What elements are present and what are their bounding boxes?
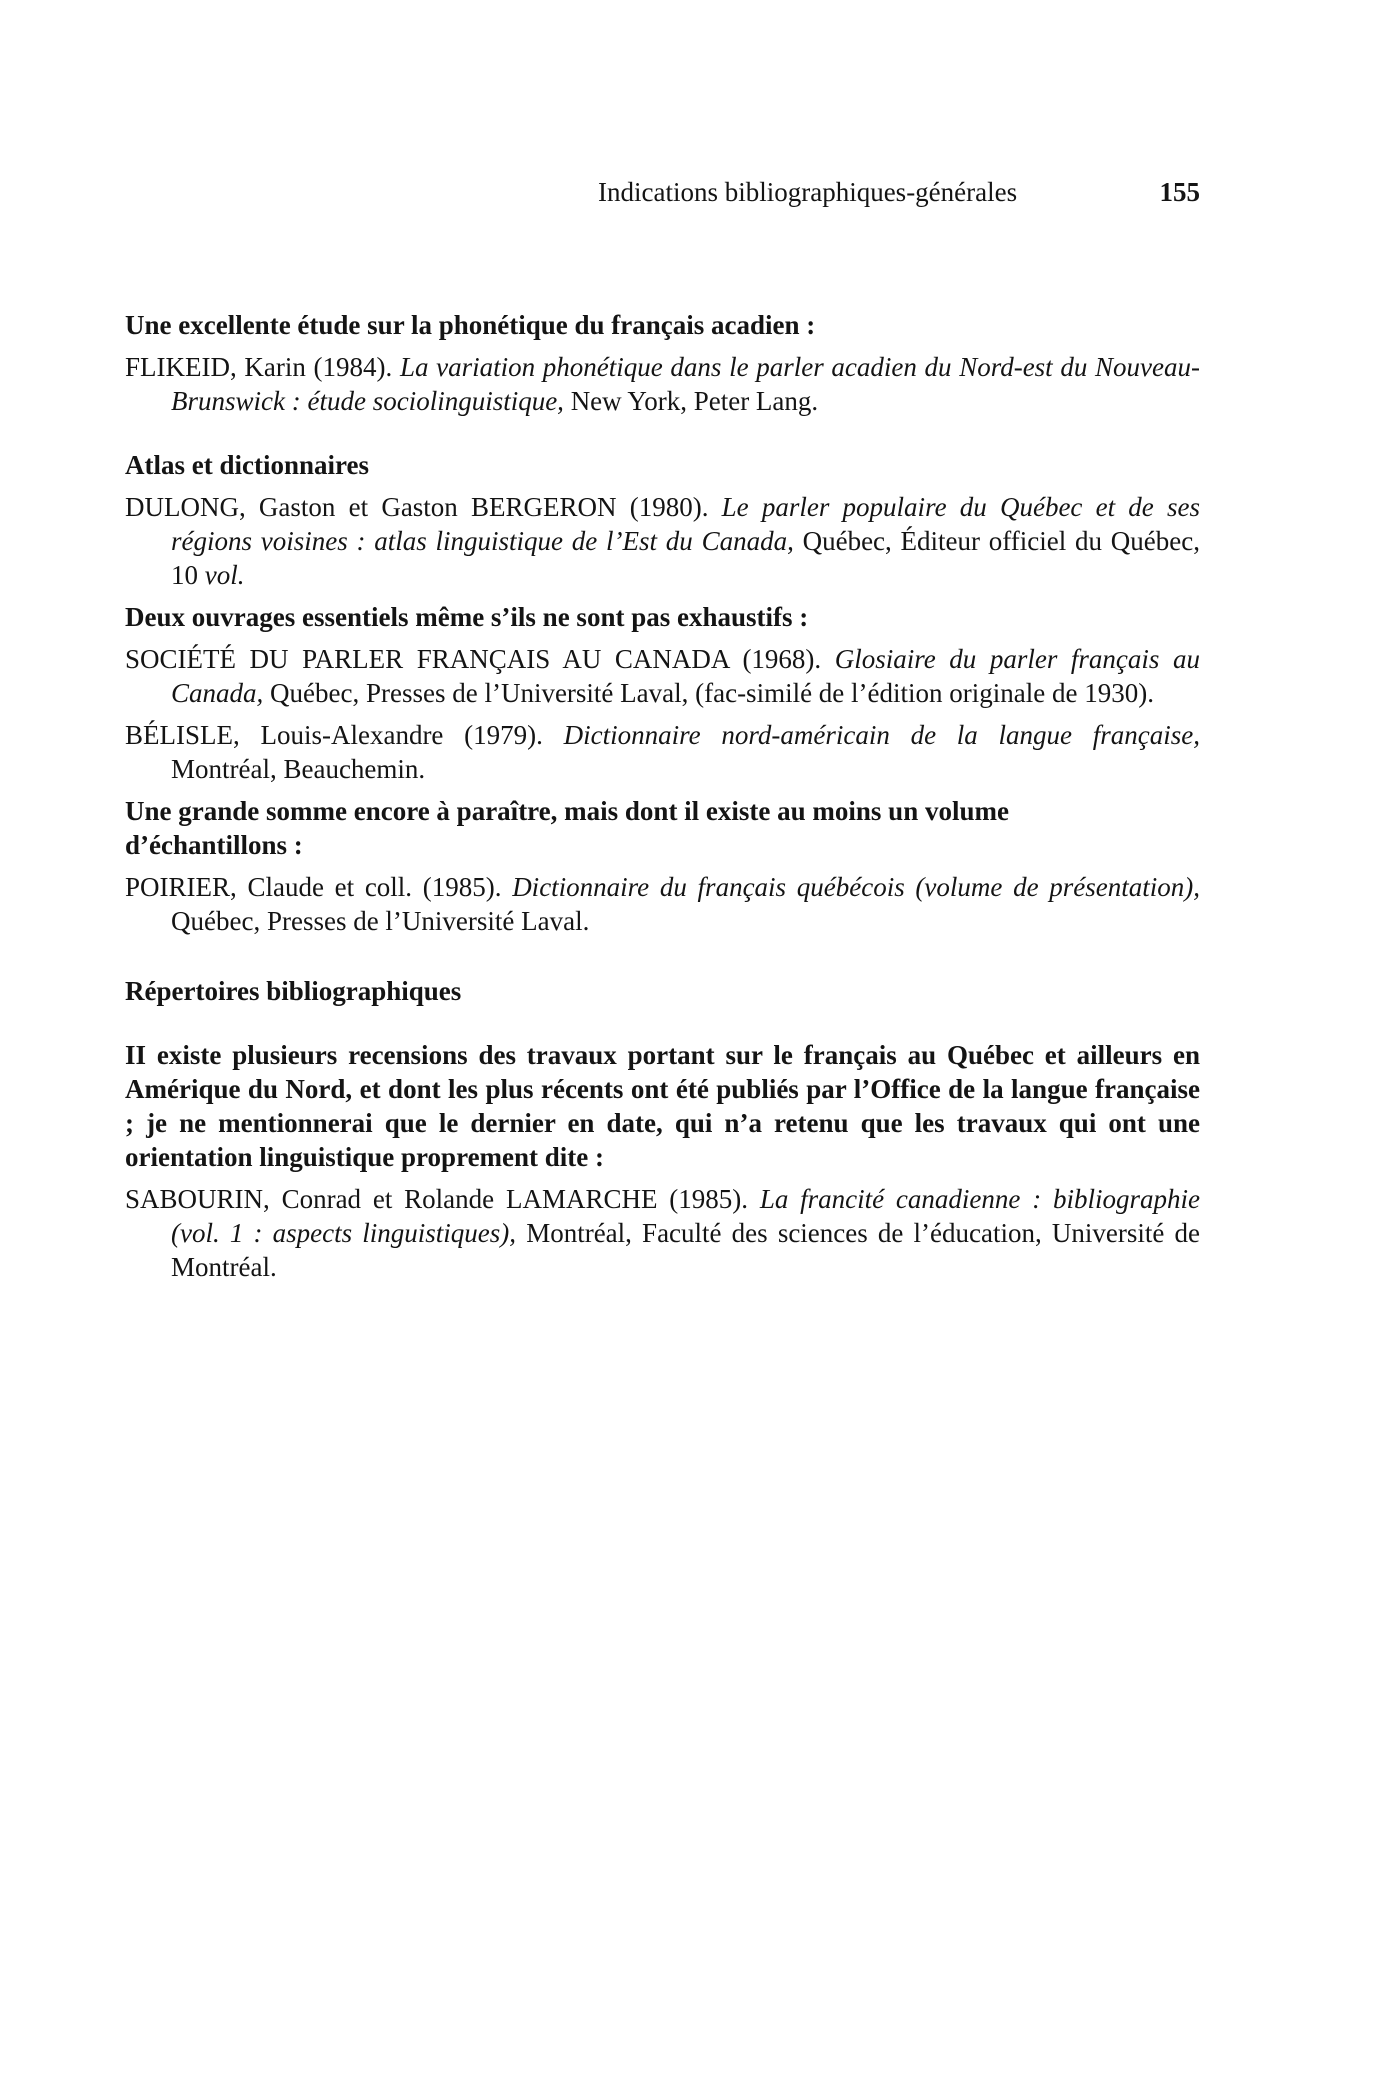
bibliography-entry-sabourin [125,1182,1200,1284]
entry-publisher: Québec, Éditeur officiel du Québec, 10 [171,526,1200,590]
page-body [125,308,1200,1284]
entry-title: Dictionnaire nord-américain de la langue française, [563,720,1200,750]
entry-title: La francité canadienne : bibliographie (vol. 1 : aspects linguistiques), [171,1184,1200,1248]
section-paragraph-repertoires: II existe plusieurs recensions des travaux portant sur le français au Québec et ailleurs en Amérique du Nord, et dont les plus récents ont été publiés par l’Office de la langue française ; je ne mentionnerai que le dernier en date, qui n’a retenu que les travaux qui ont une orientation linguistique proprement dite : [125,1040,1200,1172]
entry-title: Dictionnaire du français québécois (volume de présentation), [512,872,1200,902]
heading-line: d’échantillons : [125,830,303,860]
section-heading-essentiels: Deux ouvrages essentiels même s’ils ne sont pas exhaustifs : [125,602,809,632]
bibliography-entry-poirier [125,870,1200,938]
page-number: 155 [1159,177,1200,207]
entry-author: SABOURIN, Conrad et Rolande LAMARCHE (1985). [125,1184,760,1214]
section-heading-acadien: Une excellente étude sur la phonétique du français acadien : [125,310,816,340]
bibliography-entry-dulong [125,490,1200,592]
section-heading-somme [125,794,1200,862]
entry-publisher: Québec, Presses de l’Université Laval, (fac-similé de l’édition originale de 1930). [263,678,1154,708]
entry-publisher: Québec, Presses de l’Université Laval. [171,906,590,936]
entry-publisher: New York, Peter Lang. [563,386,819,416]
bibliography-entry-belisle [125,718,1200,786]
running-title: Indications bibliographiques-générales [598,177,1018,207]
entry-author: POIRIER, Claude et coll. (1985). [125,872,513,902]
section-heading-atlas: Atlas et dictionnaires [125,450,369,480]
entry-title: Glosiaire du parler français au Canada, [171,644,1200,708]
entry-author: SOCIÉTÉ DU PARLER FRANÇAIS AU CANADA (1968). [125,644,835,674]
entry-author: DULONG, Gaston et Gaston BERGERON (1980). [125,492,722,522]
heading-line: Une grande somme encore à paraître, mais dont il existe au moins un volume [125,796,1009,826]
bibliography-entry-societe [125,642,1200,710]
entry-author: FLIKEID, Karin (1984). [125,352,400,382]
entry-volume: vol. [204,560,245,590]
entry-author: BÉLISLE, Louis-Alexandre (1979). [125,720,564,750]
entry-title: La variation phonétique dans le parler acadien du Nord-est du Nouveau-Brunswick : étude sociolinguistique, [171,352,1200,416]
entry-publisher: Montréal, Beauchemin. [171,754,426,784]
section-heading-repertoires: Répertoires bibliographiques [125,976,462,1006]
entry-publisher: Montréal, Faculté des sciences de l’éducation, Université de Montréal. [171,1218,1200,1282]
entry-title: Le parler populaire du Québec et de ses régions voisines : atlas linguistique de l’Est du Canada, [171,492,1200,556]
bibliography-entry-flikeid [125,350,1200,418]
